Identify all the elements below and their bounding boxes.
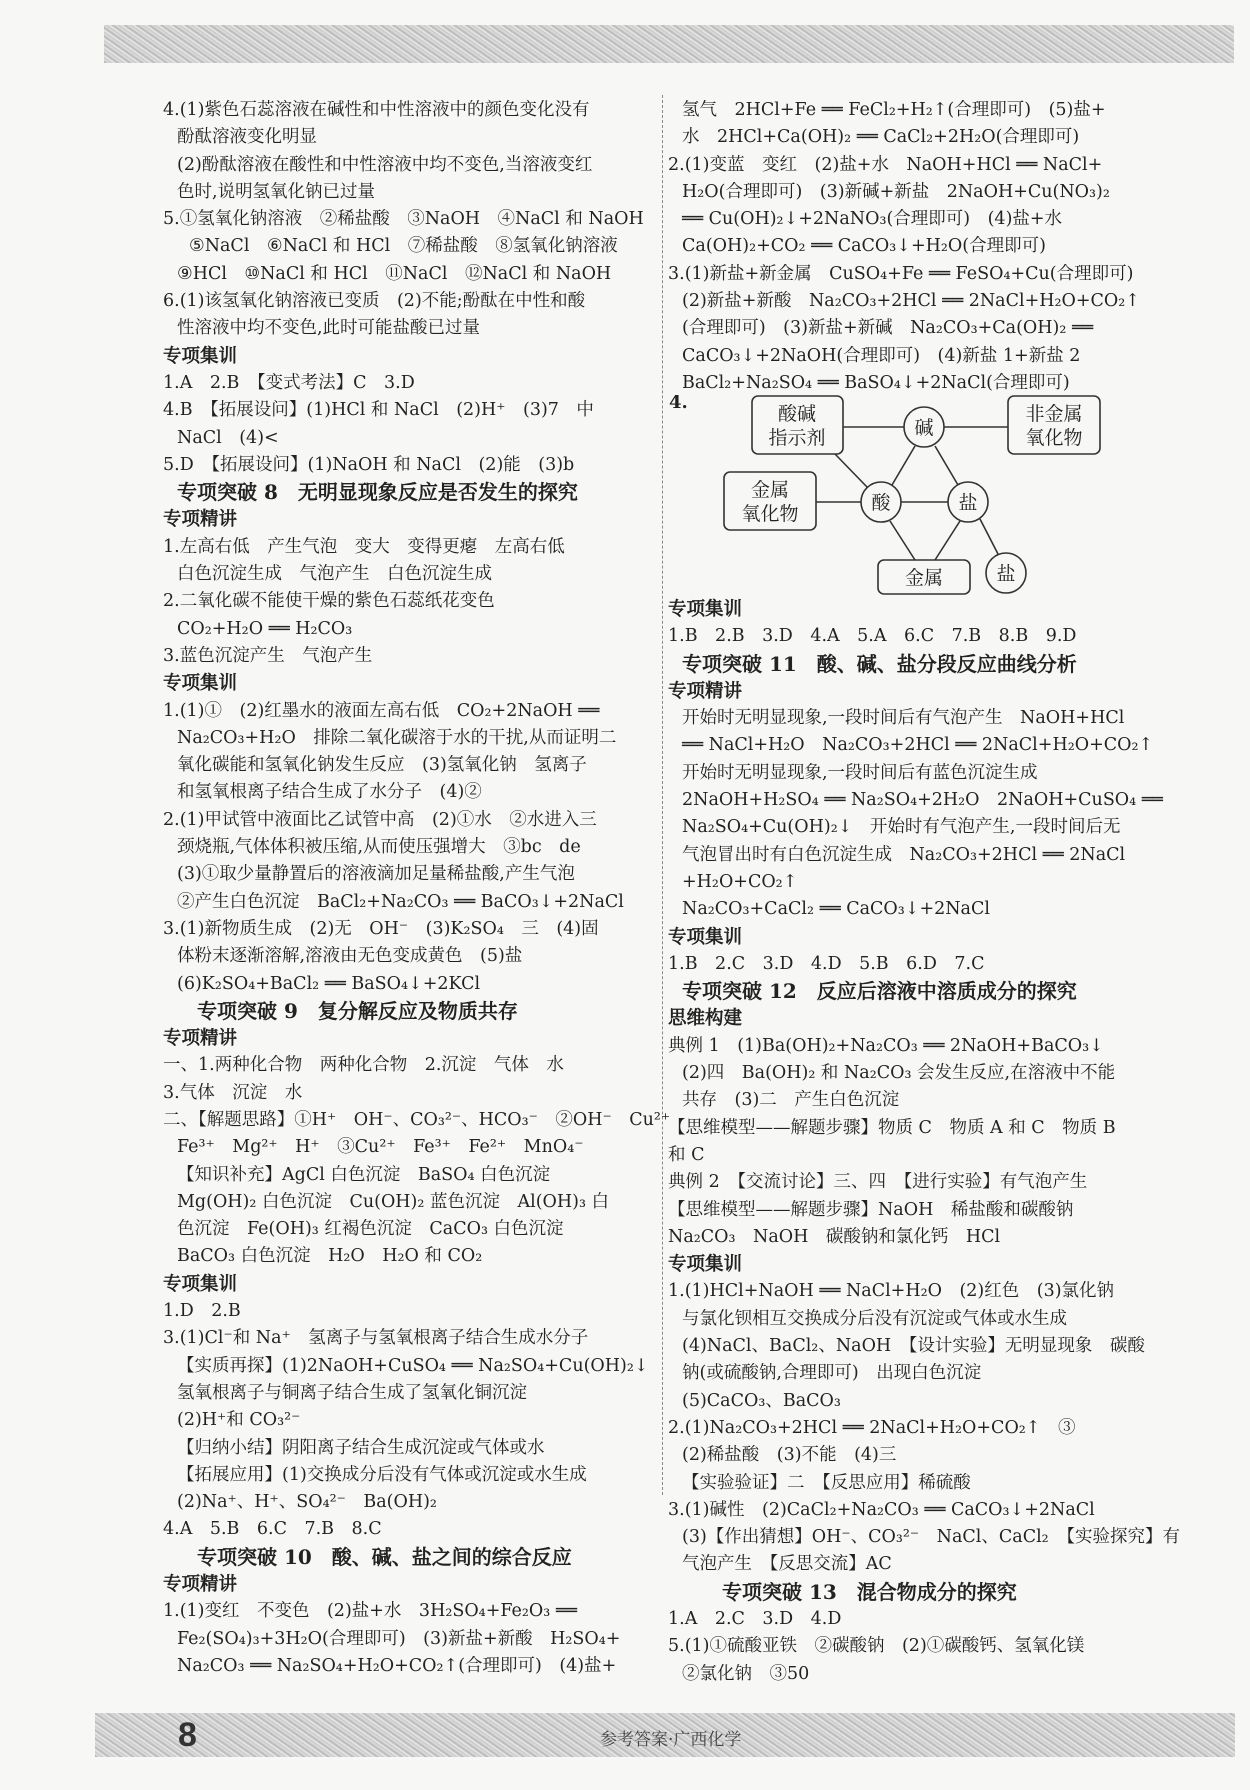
answer-line: Na₂CO₃+CaCl₂ ══ CaCO₃↓+2NaCl [682,899,990,920]
answer-line: 3.(1)碱性 (2)CaCl₂+Na₂CO₃ ══ CaCO₃↓+2NaCl [668,1499,1095,1520]
subsection-heading: 专项集训 [668,926,743,948]
answer-line: 1.B 2.C 3.D 4.D 5.B 6.D 7.C [668,953,985,974]
answer-line: Fe³⁺ Mg²⁺ H⁺ ③Cu²⁺ Fe³⁺ Fe²⁺ MnO₄⁻ [177,1137,584,1158]
subsection-heading: 专项集训 [668,1254,743,1276]
answer-line: 开始时无明显现象,一段时间后有气泡产生 NaOH+HCl [682,708,1125,729]
answer-line: 4.(1)紫色石蕊溶液在碱性和中性溶液中的颜色变化没有 [163,100,590,120]
answer-line: (2)H⁺和 CO₃²⁻ [177,1410,301,1431]
answer-line: (2)Na⁺、H⁺、SO₄²⁻ Ba(OH)₂ [177,1492,437,1513]
answer-line: 色沉淀 Fe(OH)₃ 红褐色沉淀 CaCO₃ 白色沉淀 [177,1219,564,1240]
answer-line: 1.(1)变红 不变色 (2)盐+水 3H₂SO₄+Fe₂O₃ ══ [163,1601,577,1622]
answer-line: 【实验验证】二 【反思应用】稀硫酸 [682,1472,971,1493]
answer-line: 性溶液中均不变色,此时可能盐酸已过量 [177,318,481,339]
answer-line: ②氯化钠 ③50 [682,1663,810,1684]
answer-line: CaCO₃↓+2NaOH(合理即可) (4)新盐 1+新盐 2 [682,345,1081,366]
link-salt-metal [935,521,960,560]
section-heading: 专项突破 10 酸、碱、盐之间的综合反应 [177,1544,572,1569]
answer-line: 1.(1)HCl+NaOH ══ NaCl+H₂O (2)红色 (3)氯化钠 [668,1281,1115,1302]
answer-line: 1.A 2.C 3.D 4.D [668,1608,842,1629]
section-heading: 专项突破 12 反应后溶液中溶质成分的探究 [682,979,1077,1004]
answer-line: 【拓展应用】(1)交换成分后没有气体或沉淀或水生成 [177,1464,587,1485]
answer-line: 氧化碳能和氢氧化钠发生反应 (3)氢氧化钠 氢离子 [177,755,587,776]
link-salt-salt [980,519,998,554]
subsection-heading: 专项精讲 [163,1574,238,1596]
answer-line: 4.B 【拓展设问】(1)HCl 和 NaCl (2)H⁺ (3)7 中 [163,400,594,421]
nonmetal-oxide-label: 氧化物 [1025,427,1083,449]
answer-line: (2)新盐+新酸 Na₂CO₃+2HCl ══ 2NaCl+H₂O+CO₂↑ [682,291,1140,312]
answer-line: 5.(1)①硫酸亚铁 ②碳酸钠 (2)①碳酸钙、氢氧化镁 [668,1636,1085,1657]
answer-line: 酚酞溶液变化明显 [177,127,317,148]
answer-line: (3)【作出猜想】OH⁻、CO₃²⁻ NaCl、CaCl₂ 【实验探究】有 [682,1527,1180,1548]
answer-line: 4.A 5.B 6.C 7.B 8.C [163,1519,382,1540]
link-base-salt [935,446,958,485]
answer-line: Na₂SO₄+Cu(OH)₂↓ 开始时有气泡产生,一段时间后无 [682,817,1121,838]
answer-line: 共存 (3)二 产生白色沉淀 [682,1090,900,1111]
answer-line: 典例 2 【交流讨论】三、四 【进行实验】有气泡产生 [668,1172,1088,1193]
answer-line: 5.①氢氧化钠溶液 ②稀盐酸 ③NaOH ④NaCl 和 NaOH [163,209,644,230]
question-number: 4. [669,392,688,413]
answer-line: 钠(或硫酸钠,合理即可) 出现白色沉淀 [682,1363,982,1384]
answer-line: 3.(1)Cl⁻和 Na⁺ 氢离子与氢氧根离子结合生成水分子 [163,1328,589,1349]
answer-line: 气泡冒出时有白色沉淀生成 Na₂CO₃+2HCl ══ 2NaCl [682,844,1126,865]
subsection-heading: 专项精讲 [163,509,238,531]
answer-line: 颈烧瓶,气体体积被压缩,从而使压强增大 ③bc de [177,837,581,858]
salt2-label: 盐 [996,563,1016,585]
answer-line: 与氯化钡相互交换成分后没有沉淀或气体或水生成 [682,1308,1067,1329]
answer-line: 1.A 2.B 【变式考法】C 3.D [163,372,415,393]
answer-line: 3.蓝色沉淀产生 气泡产生 [163,645,373,666]
answer-line: Na₂CO₃ NaOH 碳酸钠和氯化钙 HCl [668,1226,1001,1247]
answer-line: Ca(OH)₂+CO₂ ══ CaCO₃↓+H₂O(合理即可) [682,236,1046,257]
answer-line: 【实质再探】(1)2NaOH+CuSO₄ ══ Na₂SO₄+Cu(OH)₂↓ [177,1355,649,1376]
answer-line: 【思维模型——解题步骤】NaOH 稀盐酸和碳酸钠 [668,1199,1074,1220]
answer-line: 气泡产生 【反思交流】AC [682,1554,892,1575]
answer-line: ⑨HCl ⑩NaCl 和 HCl ⑪NaCl ⑫NaCl 和 NaOH [177,263,612,284]
section-heading: 专项突破 9 复分解反应及物质共存 [177,998,518,1023]
answer-line: 1.D 2.B [163,1301,241,1322]
subsection-heading: 专项集训 [163,1273,238,1295]
answer-line: 2.(1)Na₂CO₃+2HCl ══ 2NaCl+H₂O+CO₂↑ ③ [668,1417,1076,1438]
answer-line: 3.气体 沉淀 水 [163,1082,303,1103]
indicator-label: 指示剂 [768,427,826,449]
answer-line: NaCl (4)< [177,427,279,448]
answer-line: 2.二氧化碳不能使干燥的紫色石蕊纸花变色 [163,591,495,612]
answer-line: H₂O(合理即可) (3)新碱+新盐 2NaOH+Cu(NO₃)₂ [682,181,1110,202]
subsection-heading: 专项集训 [163,673,238,695]
answer-line: 【知识补充】AgCl 白色沉淀 BaSO₄ 白色沉淀 [177,1164,551,1185]
page-number: 8 [178,1716,197,1754]
answer-line: 2.(1)甲试管中液面比乙试管中高 (2)①水 ②水进入三 [163,809,597,830]
answer-line: 水 2HCl+Ca(OH)₂ ══ CaCl₂+2H₂O(合理即可) [682,127,1080,148]
answer-line: 1.B 2.B 3.D 4.A 5.A 6.C 7.B 8.B 9.D [668,626,1077,647]
footer-title: 参考答案·广西化学 [600,1730,742,1750]
metal-label: 金属 [904,567,944,589]
answer-line: +H₂O+CO₂↑ [682,871,798,892]
answer-line: 一、1.两种化合物 两种化合物 2.沉淀 气体 水 [163,1055,564,1076]
subsection-heading: 专项精讲 [163,1028,238,1050]
salt-label: 盐 [958,492,978,514]
answer-line: 氢氧根离子与铜离子结合生成了氢氧化铜沉淀 [177,1382,527,1403]
subsection-heading: 思维构建 [668,1008,743,1030]
subsection-heading: 专项精讲 [668,680,743,702]
section-heading: 专项突破 13 混合物成分的探究 [682,1579,1017,1604]
answer-line: Mg(OH)₂ 白色沉淀 Cu(OH)₂ 蓝色沉淀 Al(OH)₃ 白 [177,1191,610,1212]
answer-line: 2NaOH+H₂SO₄ ══ Na₂SO₄+2H₂O 2NaOH+CuSO₄ ══ [682,790,1163,811]
answer-line: 氢气 2HCl+Fe ══ FeCl₂+H₂↑(合理即可) (5)盐+ [682,100,1106,120]
answer-line: 3.(1)新物质生成 (2)无 OH⁻ (3)K₂SO₄ 三 (4)固 [163,918,599,939]
answer-line: CO₂+H₂O ══ H₂CO₃ [177,618,353,639]
answer-line: 【思维模型——解题步骤】物质 C 物质 A 和 C 物质 B [668,1117,1116,1138]
indicator-label: 酸碱 [777,403,817,425]
section-heading: 专项突破 11 酸、碱、盐分段反应曲线分析 [682,651,1077,676]
answer-line: (3)①取少量静置后的溶液滴加足量稀盐酸,产生气泡 [177,864,575,885]
answer-line: (2)稀盐酸 (3)不能 (4)三 [682,1445,897,1466]
metal-oxide-label: 氧化物 [741,503,799,525]
answer-line: 和 C [668,1144,705,1165]
section-heading: 专项突破 8 无明显现象反应是否发生的探究 [177,480,578,505]
answer-line: Fe₂(SO₄)₃+3H₂O(合理即可) (3)新盐+新酸 H₂SO₄+ [177,1628,621,1649]
answer-line: 1.左高右低 产生气泡 变大 变得更瘪 左高右低 [163,536,565,557]
answer-line: 体粉末逐渐溶解,溶液由无色变成黄色 (5)盐 [177,946,523,967]
answer-line: 1.(1)① (2)红墨水的液面左高右低 CO₂+2NaOH ══ [163,700,600,721]
answer-line: Na₂CO₃ ══ Na₂SO₄+H₂O+CO₂↑(合理即可) (4)盐+ [177,1655,617,1676]
link-indicator-acid [835,454,867,487]
answer-line: 二、【解题思路】①H⁺ OH⁻、CO₃²⁻、HCO₃⁻ ②OH⁻ Cu²⁺ [163,1109,671,1130]
answer-line: 和氢氧根离子结合生成了水分子 (4)② [177,782,482,803]
acid-label: 酸 [871,492,891,514]
answer-line: BaCl₂+Na₂SO₄ ══ BaSO₄↓+2NaCl(合理即可) [682,372,1070,393]
right-column-bottom [668,596,1180,1688]
answer-line: (5)CaCO₃、BaCO₃ [682,1390,841,1411]
base-label: 碱 [914,417,934,439]
answer-line: Na₂CO₃+H₂O 排除二氧化碳溶于水的干扰,从而证明二 [177,727,617,748]
subsection-heading: 专项集训 [668,599,743,620]
answer-line: 2.(1)变蓝 变红 (2)盐+水 NaOH+HCl ══ NaCl+ [668,154,1103,175]
answer-line: (2)酚酞溶液在酸性和中性溶液中均不变色,当溶液变红 [177,154,593,175]
answer-line: ══ NaCl+H₂O Na₂CO₃+2HCl ══ 2NaCl+H₂O+CO₂↑ [682,735,1154,756]
answer-line: (4)NaCl、BaCl₂、NaOH 【设计实验】无明显现象 碳酸 [682,1336,1145,1357]
answer-line: 6.(1)该氢氧化钠溶液已变质 (2)不能;酚酞在中性和酸 [163,291,586,312]
answer-line: BaCO₃ 白色沉淀 H₂O H₂O 和 CO₂ [177,1246,483,1267]
metal-oxide-label: 金属 [750,479,790,501]
answer-line: (2)四 Ba(OH)₂ 和 Na₂CO₃ 会发生反应,在溶液中不能 [682,1063,1116,1084]
answer-line: ══ Cu(OH)₂↓+2NaNO₃(合理即可) (4)盐+水 [682,209,1063,230]
answer-line: 典例 1 (1)Ba(OH)₂+Na₂CO₃ ══ 2NaOH+BaCO₃↓ [668,1035,1104,1056]
answer-line: 白色沉淀生成 气泡产生 白色沉淀生成 [177,564,492,585]
answer-line: 5.D 【拓展设问】(1)NaOH 和 NaCl (2)能 (3)b [163,454,575,475]
answer-line: 开始时无明显现象,一段时间后有蓝色沉淀生成 [682,762,1038,783]
link-base-acid [892,446,915,485]
answer-line: 色时,说明氢氧化钠已过量 [177,181,376,202]
answer-line: (6)K₂SO₄+BaCl₂ ══ BaSO₄↓+2KCl [177,973,481,994]
answer-line: ⑤NaCl ⑥NaCl 和 HCl ⑦稀盐酸 ⑧氢氧化钠溶液 [189,236,618,257]
subsection-heading: 专项集训 [163,345,238,367]
answer-line: (合理即可) (3)新盐+新碱 Na₂CO₃+Ca(OH)₂ ══ [682,318,1094,339]
answer-line: 3.(1)新盐+新金属 CuSO₄+Fe ══ FeSO₄+Cu(合理即可) [668,263,1134,284]
answer-line: 【归纳小结】阴阳离子结合生成沉淀或气体或水 [177,1437,545,1458]
answer-line: ②产生白色沉淀 BaCl₂+Na₂CO₃ ══ BaCO₃↓+2NaCl [177,891,624,912]
nonmetal-oxide-label: 非金属 [1025,403,1083,425]
link-acid-metal [890,521,915,560]
